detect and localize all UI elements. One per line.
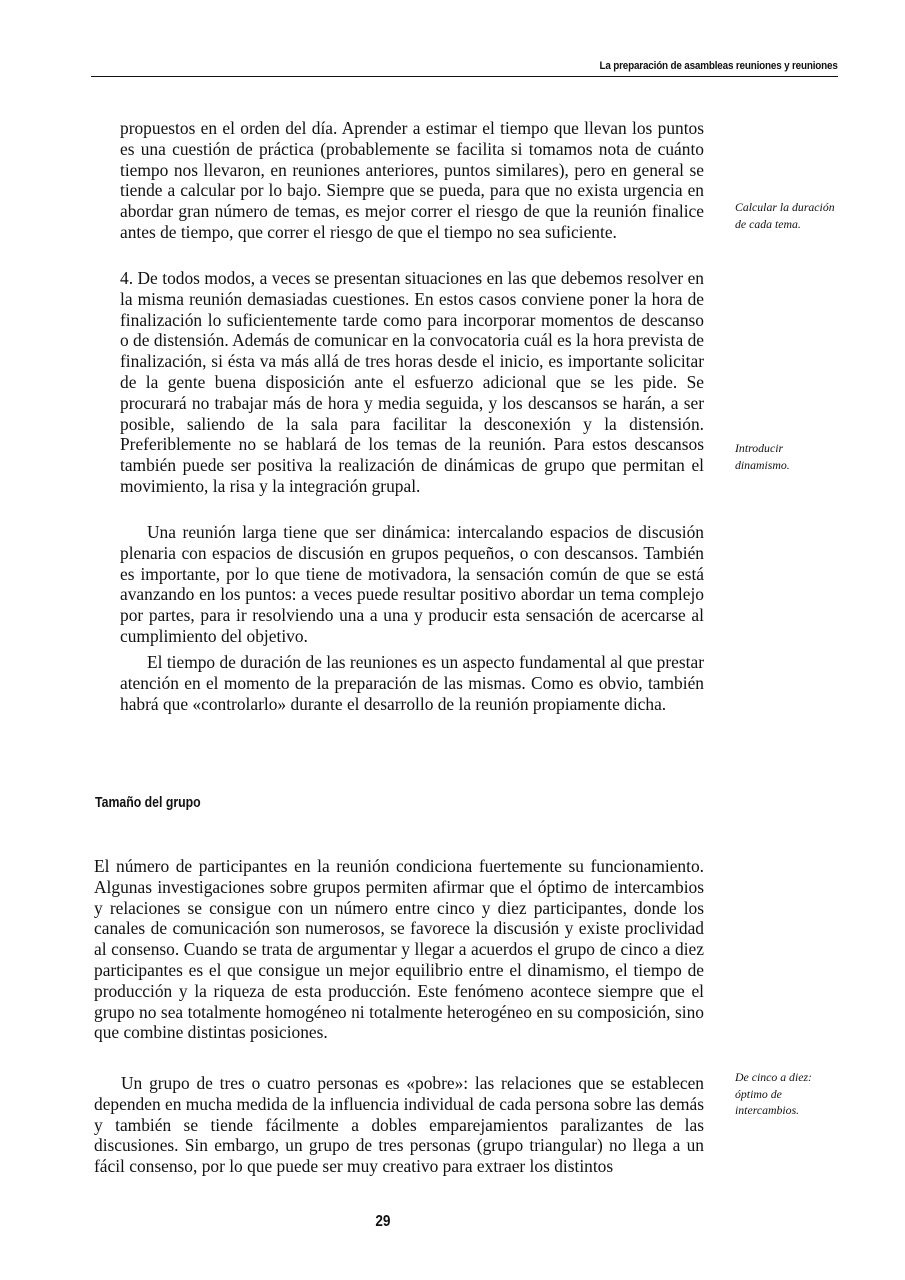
page-number <box>0 1213 905 1231</box>
margin-note-dynamism: Introducir dinamismo. <box>735 441 790 472</box>
header-rule <box>91 76 838 77</box>
paragraph-2: 4. De todos modos, a veces se presentan situaciones en las que debemos resolver en la misma reunión demasiadas cuestiones. En estos casos conviene poner la hora de finalización lo suficientemente tarde como para incorporar momentos de descanso o de distensión. Además de comunicar en la convocatoria cuál es la hora prevista de finalización, si ésta va más allá de tres horas desde el inicio, es importante solicitar de la gente buena disposición ante el esfuerzo adicional que se les pide. Se procurará no trabajar más de hora y media seguida, y los descansos se harán, a ser posible, saliendo de la sala para facilitar la desconexión y la distensión. Preferiblemente no se hablará de los temas de la reunión. Para estos descansos también puede ser positiva la realización de dinámicas de grupo que permitan el movimiento, la risa y la integración grupal. <box>120 268 704 496</box>
section-title: Tamaño del grupo <box>95 794 201 811</box>
paragraph-4: El tiempo de duración de las reuniones es un aspecto fundamental al que prestar atención en el momento de la preparación de las mismas. Como es obvio, también habrá que «controlarlo» durante el desarrollo de la reunión propiamente dicha. <box>120 652 704 714</box>
paragraph-3: Una reunión larga tiene que ser dinámica: intercalando espacios de discusión plenaria con espacios de discusión en grupos pequeños, o con descansos. También es importante, por lo que tiene de motivadora, la sensación común de que se está avanzando en los puntos: a veces puede resultar positivo abordar un tema complejo por partes, para ir resolviendo una a una y producir esta sensación de acercarse al cumplimiento del objetivo. <box>120 522 704 646</box>
page-number-text: 29 <box>374 1213 391 1230</box>
paragraph-1: propuestos en el orden del día. Aprender a estimar el tiempo que llevan los puntos es una cuestión de práctica (probablemente se facilita si tomamos nota de cuánto tiempo nos llevaron, en reuniones anteriores, puntos similares), pero en general se tiende a calcular por lo bajo. Siempre que se pueda, para que no exista urgencia en abordar gran número de temas, es mejor correr el riesgo de que la reunión finalice antes de tiempo, que correr el riesgo de que el tiempo no sea suficiente. <box>120 118 704 242</box>
paragraph-5: El número de participantes en la reunión condiciona fuertemente su funcionamiento. Algunas investigaciones sobre grupos permiten afirmar que el óptimo de intercambios y relaciones se consigue con un número entre cinco y diez participantes, donde los canales de comunicación son numerosos, se favorece la discusión y existe proclividad al consenso. Cuando se trata de argumentar y llegar a acuerdos el grupo de cinco a diez participantes es el que consigue un mejor equilibrio entre el dinamismo, el tiempo de producción y la riqueza de esta producción. Este fenómeno acontece siempre que el grupo no sea totalmente homogéneo ni totalmente heterogéneo en su composición, sino que combine distintas posiciones. <box>94 856 704 1043</box>
margin-note-duration: Calcular la duración de cada tema. <box>735 200 835 231</box>
margin-note-group-size: De cinco a diez: óptimo de intercambios. <box>735 1070 812 1117</box>
running-header: La preparación de asambleas reuniones y reuniones <box>599 60 838 72</box>
paragraph-6: Un grupo de tres o cuatro personas es «pobre»: las relaciones que se establecen dependen en mucha medida de la influencia individual de cada persona sobre las demás y también se tiende fácilmente a dobles emparejamientos paralizantes de las discusiones. Sin embargo, un grupo de tres personas (grupo triangular) no llega a un fácil consenso, por lo que puede ser muy creativo para extraer los distintos <box>94 1073 704 1177</box>
